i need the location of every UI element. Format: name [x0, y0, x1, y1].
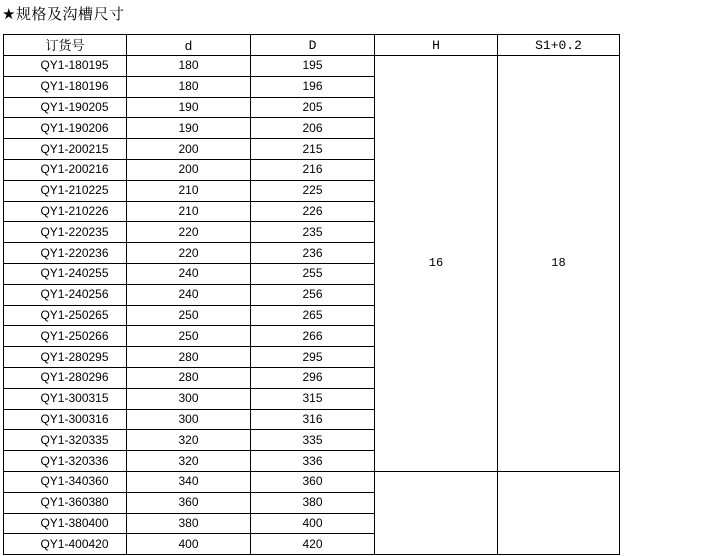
outer-diameter-cell: 360: [251, 471, 375, 492]
order-number-cell: QY1-250266: [4, 326, 127, 347]
order-number-cell: QY1-210226: [4, 201, 127, 222]
order-number-cell: QY1-220235: [4, 222, 127, 243]
groove-width-cell: 18: [498, 56, 620, 472]
spec-table: [3, 34, 620, 555]
outer-diameter-cell: 400: [251, 513, 375, 534]
inner-diameter-cell: 320: [127, 451, 251, 472]
order-number-cell: QY1-220236: [4, 243, 127, 264]
order-number-cell: QY1-200215: [4, 139, 127, 160]
outer-diameter-cell: 295: [251, 347, 375, 368]
inner-diameter-cell: 250: [127, 305, 251, 326]
inner-diameter-cell: 300: [127, 409, 251, 430]
groove-height-cell: 16: [375, 56, 498, 472]
inner-diameter-cell: 200: [127, 139, 251, 160]
inner-diameter-cell: 340: [127, 471, 251, 492]
outer-diameter-cell: 215: [251, 139, 375, 160]
outer-diameter-cell: 266: [251, 326, 375, 347]
order-number-cell: QY1-360380: [4, 492, 127, 513]
inner-diameter-cell: 180: [127, 76, 251, 97]
header-H: H: [375, 35, 498, 56]
outer-diameter-cell: 315: [251, 388, 375, 409]
groove-height-cell-empty: [375, 471, 498, 554]
order-number-cell: QY1-340360: [4, 471, 127, 492]
order-number-cell: QY1-320336: [4, 451, 127, 472]
order-number-cell: QY1-400420: [4, 534, 127, 555]
outer-diameter-cell: 335: [251, 430, 375, 451]
inner-diameter-cell: 250: [127, 326, 251, 347]
outer-diameter-cell: 336: [251, 451, 375, 472]
inner-diameter-cell: 190: [127, 97, 251, 118]
outer-diameter-cell: 236: [251, 243, 375, 264]
inner-diameter-cell: 280: [127, 367, 251, 388]
outer-diameter-cell: 226: [251, 201, 375, 222]
outer-diameter-cell: 256: [251, 284, 375, 305]
inner-diameter-cell: 200: [127, 159, 251, 180]
header-D: D: [251, 35, 375, 56]
inner-diameter-cell: 320: [127, 430, 251, 451]
header-d: d: [127, 35, 251, 56]
order-number-cell: QY1-280295: [4, 347, 127, 368]
outer-diameter-cell: 216: [251, 159, 375, 180]
order-number-cell: QY1-240256: [4, 284, 127, 305]
outer-diameter-cell: 265: [251, 305, 375, 326]
order-number-cell: QY1-180196: [4, 76, 127, 97]
outer-diameter-cell: 296: [251, 367, 375, 388]
page-title: ★规格及沟槽尺寸: [2, 5, 125, 23]
outer-diameter-cell: 205: [251, 97, 375, 118]
inner-diameter-cell: 280: [127, 347, 251, 368]
inner-diameter-cell: 360: [127, 492, 251, 513]
inner-diameter-cell: 180: [127, 56, 251, 77]
inner-diameter-cell: 220: [127, 222, 251, 243]
table-row: [4, 56, 620, 77]
order-number-cell: QY1-210225: [4, 180, 127, 201]
spec-table-body: [4, 35, 620, 555]
outer-diameter-cell: 196: [251, 76, 375, 97]
header-S1: S1+0.2: [498, 35, 620, 56]
inner-diameter-cell: 220: [127, 243, 251, 264]
order-number-cell: QY1-200216: [4, 159, 127, 180]
order-number-cell: QY1-300316: [4, 409, 127, 430]
outer-diameter-cell: 206: [251, 118, 375, 139]
inner-diameter-cell: 190: [127, 118, 251, 139]
order-number-cell: QY1-280296: [4, 367, 127, 388]
order-number-cell: QY1-250265: [4, 305, 127, 326]
outer-diameter-cell: 380: [251, 492, 375, 513]
table-header-row: [4, 35, 620, 56]
outer-diameter-cell: 225: [251, 180, 375, 201]
outer-diameter-cell: 235: [251, 222, 375, 243]
order-number-cell: QY1-190205: [4, 97, 127, 118]
inner-diameter-cell: 210: [127, 180, 251, 201]
inner-diameter-cell: 210: [127, 201, 251, 222]
header-order-number: 订货号: [4, 35, 127, 56]
order-number-cell: QY1-190206: [4, 118, 127, 139]
table-row: [4, 471, 620, 492]
order-number-cell: QY1-300315: [4, 388, 127, 409]
outer-diameter-cell: 316: [251, 409, 375, 430]
inner-diameter-cell: 400: [127, 534, 251, 555]
outer-diameter-cell: 420: [251, 534, 375, 555]
inner-diameter-cell: 240: [127, 263, 251, 284]
order-number-cell: QY1-380400: [4, 513, 127, 534]
groove-width-cell-empty: [498, 471, 620, 554]
inner-diameter-cell: 380: [127, 513, 251, 534]
order-number-cell: QY1-180195: [4, 56, 127, 77]
outer-diameter-cell: 195: [251, 56, 375, 77]
order-number-cell: QY1-240255: [4, 263, 127, 284]
order-number-cell: QY1-320335: [4, 430, 127, 451]
inner-diameter-cell: 240: [127, 284, 251, 305]
outer-diameter-cell: 255: [251, 263, 375, 284]
inner-diameter-cell: 300: [127, 388, 251, 409]
